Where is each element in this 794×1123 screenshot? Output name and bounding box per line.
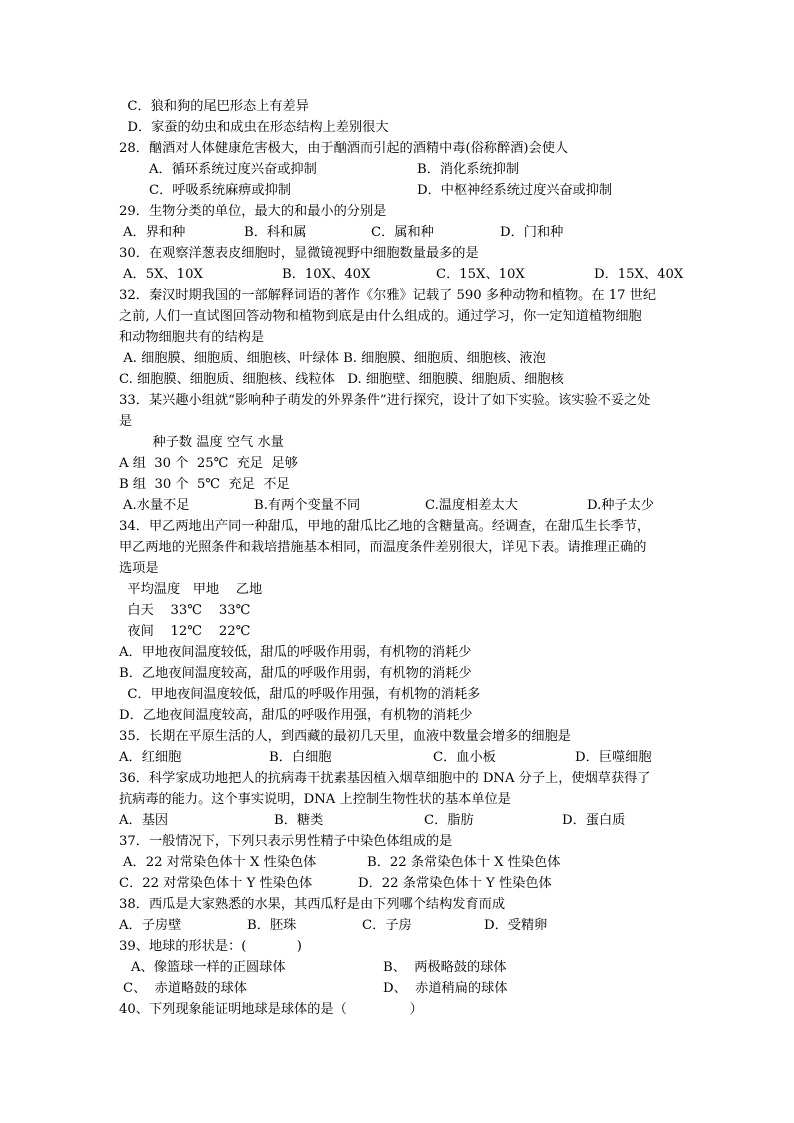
question-28: 28．酗酒对人体健康危害极大，由于酗酒而引起的酒精中毒(俗称醉酒)会使人	[119, 141, 569, 156]
option-b: B．胚珠	[247, 918, 297, 933]
option-d: D、 赤道稍扁的球体	[383, 981, 508, 996]
option-line: A. 细胞膜、细胞质、细胞核、叶绿体 B. 细胞膜、细胞质、细胞核、液泡	[119, 351, 546, 366]
question-32: 32．秦汉时期我国的一部解释词语的著作《尔雅》记载了 590 多种动物和植物。在 17 世纪	[119, 288, 657, 303]
option-d: D．门和种	[500, 225, 564, 240]
table-row: B 组 30 个 5℃ 充足 不足	[119, 477, 290, 492]
question-39: 39、地球的形状是：( )	[119, 939, 302, 954]
option-a: A．22 对常染色体十 X 性染色体	[123, 855, 317, 870]
question-29: 29．生物分类的单位，最大的和最小的分别是	[119, 204, 387, 219]
question-33: 33．某兴趣小组就“影响种子萌发的外界条件”进行探究，设计了如下实验。该实验不妥之处	[119, 393, 651, 408]
option-b: B．白细胞	[269, 750, 332, 765]
option-line: B．乙地夜间温度较高，甜瓜的呼吸作用弱，有机物的消耗少	[119, 666, 472, 681]
question-text: 抗病毒的能力。这个事实说明，DNA 上控制生物性状的基本单位是	[119, 792, 511, 807]
option-c: C．属和种	[371, 225, 434, 240]
option-c: C．脂肪	[424, 813, 474, 828]
option-a: A．5X、10X	[123, 267, 203, 282]
question-text: 和动物细胞共有的结构是	[119, 330, 265, 345]
option-line: C．甲地夜间温度较低，甜瓜的呼吸作用强，有机物的消耗多	[119, 687, 481, 702]
question-text: 之前, 人们一直试图回答动物和植物到底是由什么组成的。通过学习，你一定知道植物细胞	[119, 309, 642, 324]
option-d: D．中枢神经系统过度兴奋或抑制	[417, 183, 613, 198]
option-c: C.温度相差太大	[425, 498, 518, 513]
option-b: B．科和属	[244, 225, 307, 240]
option-d: D．巨噬细胞	[575, 750, 652, 765]
option-c: C．子房	[362, 918, 412, 933]
option-d: D．蛋白质	[562, 813, 626, 828]
question-36: 36．科学家成功地把人的抗病毒干扰素基因植入烟草细胞中的 DNA 分子上，使烟草获得了	[119, 771, 651, 786]
option-a: A、像篮球一样的正圆球体	[131, 960, 286, 975]
option-line: C. 细胞膜、细胞质、细胞核、线粒体 D. 细胞壁、细胞膜、细胞质、细胞核	[119, 372, 564, 387]
option-a: A．基因	[119, 813, 169, 828]
question-35: 35．长期在平原生活的人，到西藏的最初几天里，血液中数量会增多的细胞是	[119, 729, 571, 744]
option-line: D．家蚕的幼虫和成虫在形态结构上差别很大	[119, 120, 389, 135]
table-row: 白天 33℃ 33℃	[119, 603, 251, 618]
option-d: D．22 条常染色体十 Y 性染色体	[358, 876, 552, 891]
question-text: 甲乙两地的光照条件和栽培措施基本相同，而温度条件差别很大，详见下表。请推理正确的	[119, 540, 647, 555]
option-a: A．循环系统过度兴奋或抑制	[149, 162, 317, 177]
option-line: C．狼和狗的尾巴形态上有差异	[119, 99, 309, 114]
question-text: 是	[119, 414, 133, 429]
table-header: 种子数 温度 空气 水量	[119, 435, 284, 450]
option-b: B．消化系统抑制	[417, 162, 520, 177]
question-38: 38．西瓜是大家熟悉的水果，其西瓜籽是由下列哪个结构发育而成	[119, 897, 506, 912]
option-b: B.有两个变量不同	[254, 498, 361, 513]
option-b: B．糖类	[274, 813, 324, 828]
option-c: C．血小板	[433, 750, 496, 765]
option-line: A．甲地夜间温度较低，甜瓜的呼吸作用弱，有机物的消耗少	[119, 645, 472, 660]
option-a: A．子房壁	[119, 918, 182, 933]
question-37: 37．一般情况下，下列只表示男性精子中染色体组成的是	[119, 834, 453, 849]
option-c: C．15X、10X	[436, 267, 525, 282]
option-line: D．乙地夜间温度较高，甜瓜的呼吸作用强，有机物的消耗少	[119, 708, 473, 723]
option-b: B．22 条常染色体十 X 性染色体	[367, 855, 561, 870]
option-b: B、 两极略鼓的球体	[383, 960, 507, 975]
option-c: C．呼吸系统麻痹或抑制	[149, 183, 291, 198]
question-40: 40、下列现象能证明地球是球体的是（ ）	[119, 1002, 423, 1017]
option-b: B．10X、40X	[282, 267, 371, 282]
option-a: A.水量不足	[123, 498, 190, 513]
option-c: C．22 对常染色体十 Y 性染色体	[119, 876, 313, 891]
option-c: C、 赤道略鼓的球体	[123, 981, 247, 996]
table-row: A 组 30 个 25℃ 充足 足够	[119, 456, 298, 471]
option-a: A．界和种	[123, 225, 186, 240]
option-a: A．红细胞	[119, 750, 182, 765]
question-text: 选项是	[119, 561, 159, 576]
table-header: 平均温度 甲地 乙地	[119, 582, 263, 597]
question-30: 30．在观察洋葱表皮细胞时，显微镜视野中细胞数量最多的是	[119, 246, 479, 261]
option-d: D．受精卵	[484, 918, 548, 933]
option-d: D．15X、40X	[594, 267, 684, 282]
question-34: 34．甲乙两地出产同一种甜瓜，甲地的甜瓜比乙地的含糖量高。经调查，在甜瓜生长季节，	[119, 519, 651, 534]
option-d: D.种子太少	[587, 498, 655, 513]
table-row: 夜间 12℃ 22℃	[119, 624, 251, 639]
